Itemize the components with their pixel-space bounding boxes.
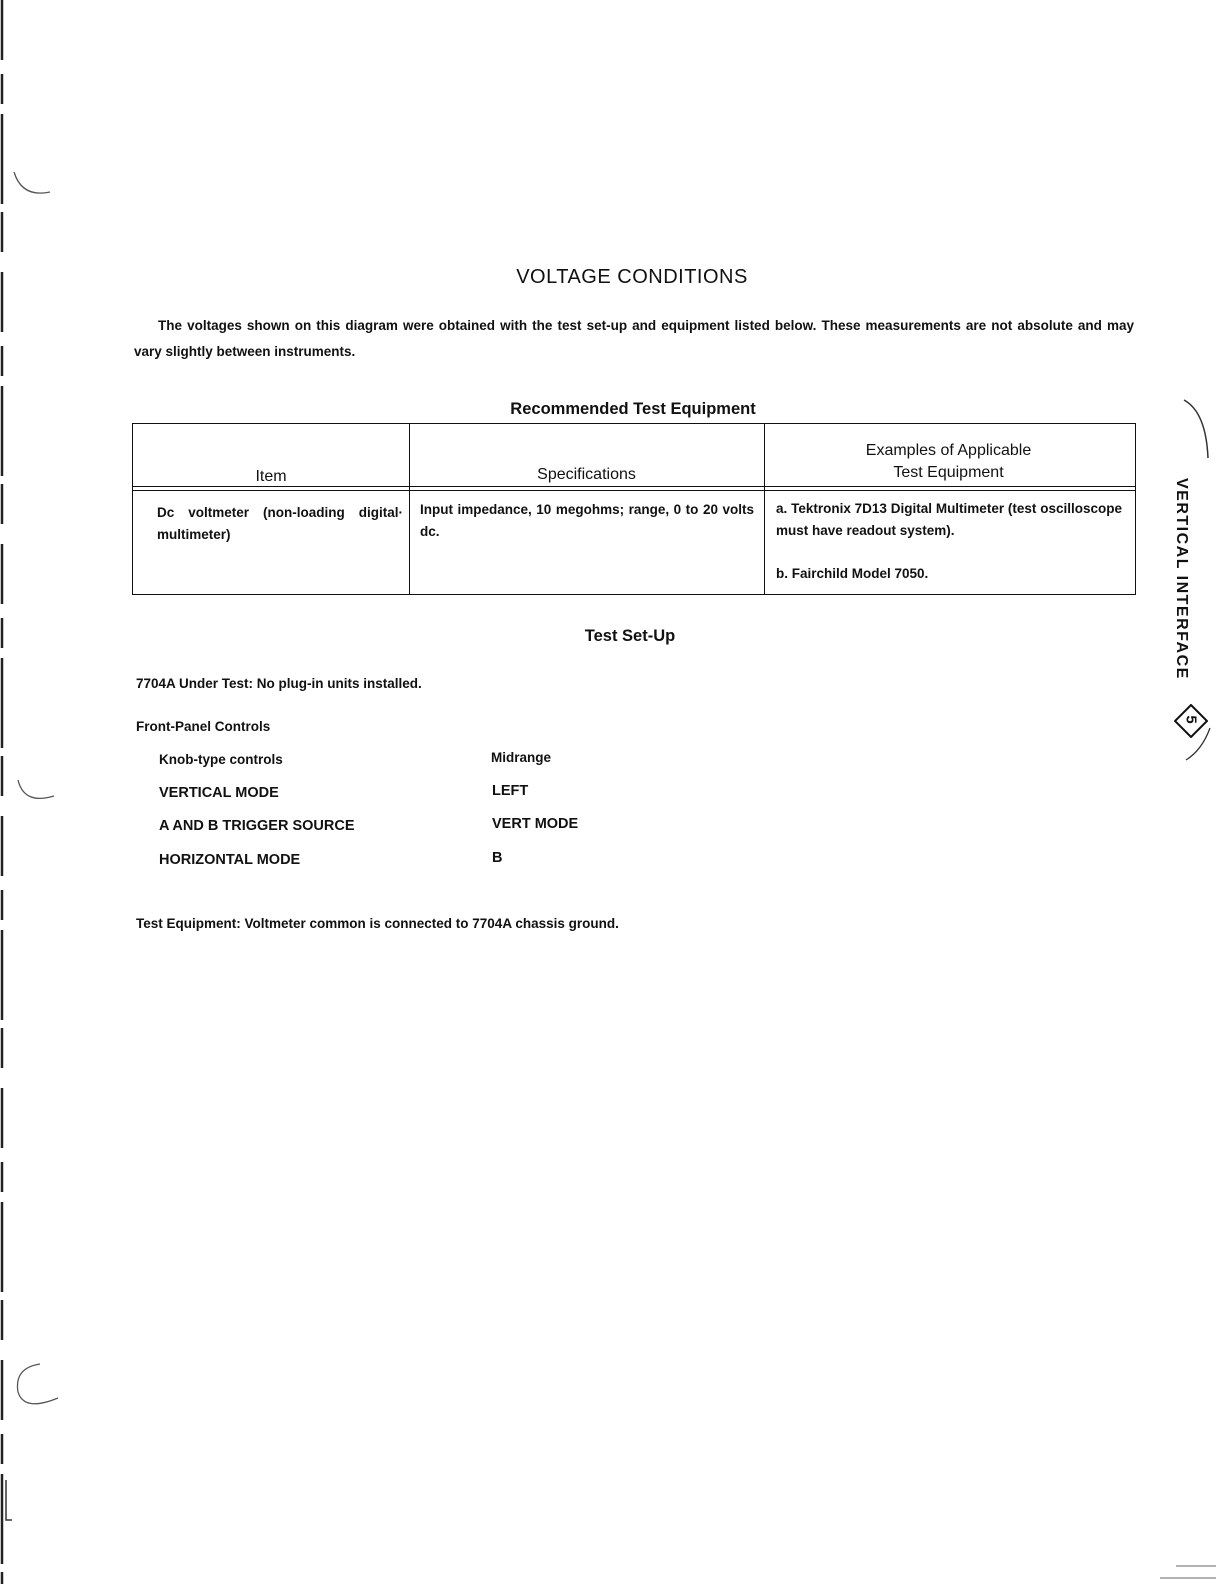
header-examples-line1: Examples of Applicable: [865, 442, 1032, 459]
control-name: Knob-type controls: [159, 752, 283, 767]
control-value: Midrange: [491, 750, 552, 765]
control-value: LEFT: [492, 783, 529, 799]
test-equipment-note: Test Equipment: Voltmeter common is connected to 7704A chassis ground.: [136, 916, 619, 931]
corner-marks: [1100, 1554, 1220, 1584]
control-name: HORIZONTAL MODE: [159, 852, 301, 868]
row-example-b: b. Fairchild Model 7050.: [776, 566, 929, 581]
binder-edge-marks: [0, 0, 70, 1584]
header-examples-line2: Test Equipment: [893, 464, 1004, 481]
control-value: B: [492, 850, 503, 866]
control-name: VERTICAL MODE: [159, 785, 279, 801]
row-specifications: Input impedance, 10 megohms; range, 0 to 20 volts dc.: [420, 502, 754, 539]
control-name: A AND B TRIGGER SOURCE: [159, 818, 355, 834]
diagram-number: 5: [1182, 715, 1200, 724]
front-panel-heading: Front-Panel Controls: [136, 719, 271, 734]
diagram-number-badge: [1174, 704, 1208, 738]
column-divider: [409, 424, 410, 594]
page-title: VOLTAGE CONDITIONS: [516, 266, 748, 288]
row-item: Dc voltmeter (non-loading digital· multimeter): [157, 505, 403, 542]
section-tab-label: VERTICAL INTERFACE: [1173, 478, 1190, 680]
setup-heading: Test Set-Up: [584, 627, 676, 645]
header-rule: [133, 486, 1135, 491]
header-specifications: Specifications: [537, 466, 636, 483]
control-value: VERT MODE: [492, 816, 579, 832]
under-test-line: 7704A Under Test: No plug-in units installed.: [136, 676, 422, 691]
equipment-table: [132, 423, 1136, 595]
header-item: Item: [255, 468, 287, 485]
intro-paragraph: The voltages shown on this diagram were obtained with the test set-up and equipment listed below. These measurements are not absolute and may vary slightly between instruments.: [134, 318, 1134, 359]
row-example-a: a. Tektronix 7D13 Digital Multimeter (test oscilloscope must have readout system).: [776, 501, 1122, 538]
equipment-heading: Recommended Test Equipment: [510, 400, 756, 418]
